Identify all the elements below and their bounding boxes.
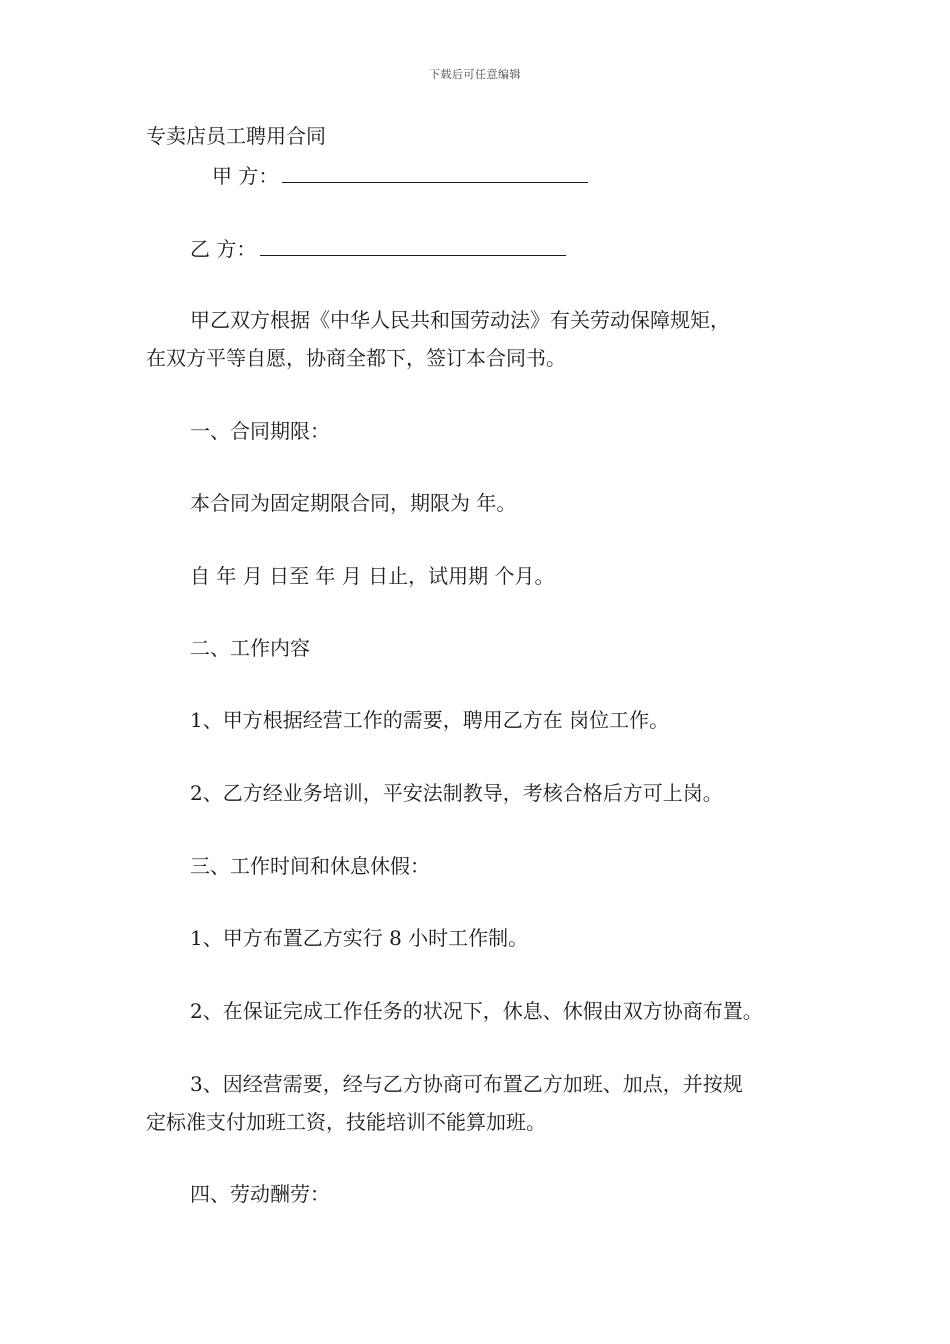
section-2-item-2: 2、乙方经业务培训，平安法制教导，考核合格后方可上岗。	[190, 781, 723, 805]
section-3-item-3-line-2: 定标准支付加班工资，技能培训不能算加班。	[146, 1110, 546, 1134]
section-3-item-1: 1、甲方布置乙方实行 8 小时工作制。	[190, 926, 529, 950]
intro-paragraph-line-1: 甲乙双方根据《中华人民共和国劳动法》有关劳动保障规矩，	[190, 308, 730, 332]
section-2-heading: 二、工作内容	[190, 636, 310, 660]
section-1-paragraph-1: 本合同为固定期限合同，期限为 年。	[190, 491, 517, 515]
section-4-heading: 四、劳动酬劳：	[190, 1182, 330, 1206]
download-note: 下载后可任意编辑	[429, 68, 521, 81]
document-title: 专卖店员工聘用合同	[146, 124, 326, 148]
intro-paragraph-line-2: 在双方平等自愿，协商全都下，签订本合同书。	[146, 346, 566, 370]
section-3-item-3-line-1: 3、因经营需要，经与乙方协商可布置乙方加班、加点，并按规	[190, 1072, 743, 1096]
section-2-item-1: 1、甲方根据经营工作的需要，聘用乙方在 岗位工作。	[190, 708, 670, 732]
party-b-line	[190, 233, 566, 263]
section-3-item-2: 2、在保证完成工作任务的状况下，休息、休假由双方协商布置。	[190, 999, 763, 1023]
party-b-blank	[260, 233, 566, 256]
section-1-paragraph-2: 自 年 月 日至 年 月 日止，试用期 个月。	[190, 564, 555, 588]
party-a-label: 甲 方：	[212, 164, 279, 188]
section-1-heading: 一、合同期限：	[190, 419, 330, 443]
party-a-blank	[282, 160, 588, 183]
section-3-heading: 三、工作时间和休息休假：	[190, 854, 430, 878]
party-a-line	[212, 160, 588, 190]
party-b-label: 乙 方：	[190, 237, 257, 261]
